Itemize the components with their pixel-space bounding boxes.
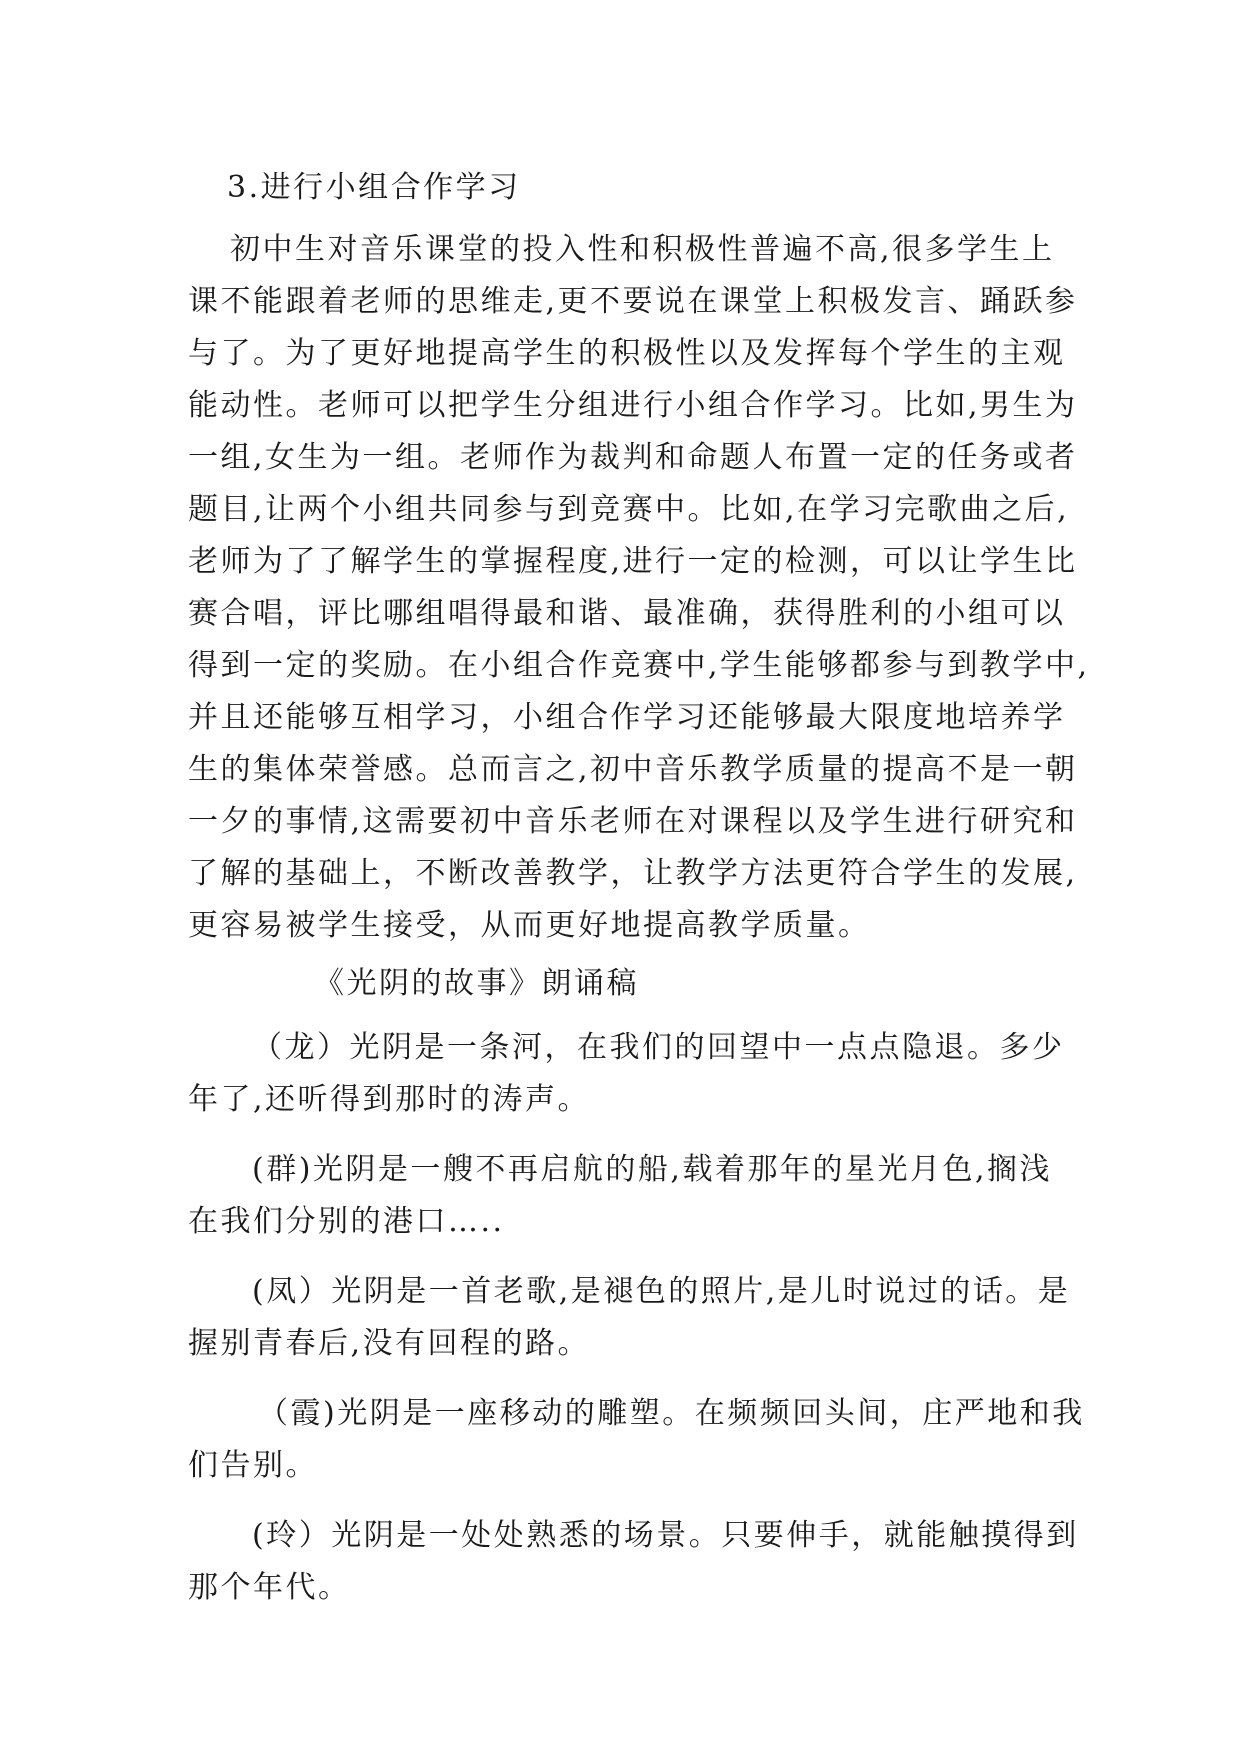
stanza-line: 那个年代。 — [188, 1570, 351, 1605]
paragraph-line: 课不能跟着老师的思维走,更不要说在课堂上积极发言、踊跃参 — [188, 284, 1078, 319]
stanza-line: （龙）光阴是一条河，在我们的回望中一点点隐退。多少 — [252, 1030, 1065, 1065]
paragraph-line: 一组,女生为一组。老师作为裁判和命题人布置一定的任务或者 — [188, 440, 1078, 475]
paragraph-line: 生的集体荣誉感。总而言之,初中音乐教学质量的提高不是一朝 — [188, 752, 1078, 787]
paragraph-line: 赛合唱，评比哪组唱得最和谐、最准确，获得胜利的小组可以 — [188, 596, 1066, 631]
stanza-line: 握别青春后,没有回程的路。 — [188, 1326, 591, 1361]
paragraph-line: 题目,让两个小组共同参与到竞赛中。比如,在学习完歌曲之后, — [188, 492, 1070, 527]
stanza-line: (玲）光阴是一处处熟悉的场景。只要伸手，就能触摸得到 — [252, 1518, 1079, 1553]
stanza-line: 们告别。 — [188, 1448, 318, 1483]
stanza-line: 年了,还听得到那时的涛声。 — [188, 1082, 591, 1117]
paragraph-line: 一夕的事情,这需要初中音乐老师在对课程以及学生进行研究和 — [188, 804, 1078, 839]
paragraph-line: 能动性。老师可以把学生分组进行小组合作学习。比如,男生为 — [188, 388, 1078, 423]
paragraph-line: 并且还能够互相学习，小组合作学习还能够最大限度地培养学 — [188, 700, 1066, 735]
paragraph-line: 老师为了了解学生的掌握程度,进行一定的检测，可以让学生比 — [188, 544, 1078, 579]
section-heading: 3.进行小组合作学习 — [227, 170, 521, 205]
paragraph-line: 更容易被学生接受，从而更好地提高教学质量。 — [188, 908, 871, 943]
paragraph-line: 得到一定的奖励。在小组合作竞赛中,学生能够都参与到教学中, — [188, 648, 1090, 683]
stanza-line: (群)光阴是一艘不再启航的船,载着那年的星光月色,搁浅 — [252, 1152, 1052, 1187]
stanza-line: 在我们分别的港口….. — [188, 1204, 505, 1239]
paragraph-line: 了解的基础上，不断改善教学，让教学方法更符合学生的发展, — [188, 856, 1078, 891]
paragraph-line: 与了。为了更好地提高学生的积极性以及发挥每个学生的主观 — [188, 336, 1066, 371]
stanza-line: (凤）光阴是一首老歌,是褪色的照片,是儿时说过的话。是 — [252, 1274, 1071, 1309]
paragraph-line: 初中生对音乐课堂的投入性和积极性普遍不高,很多学生上 — [230, 232, 1055, 267]
stanza-line: （霞)光阴是一座移动的雕塑。在频频回头间，庄严地和我 — [258, 1396, 1085, 1431]
poem-title: 《光阴的故事》朗诵稿 — [314, 966, 639, 1001]
